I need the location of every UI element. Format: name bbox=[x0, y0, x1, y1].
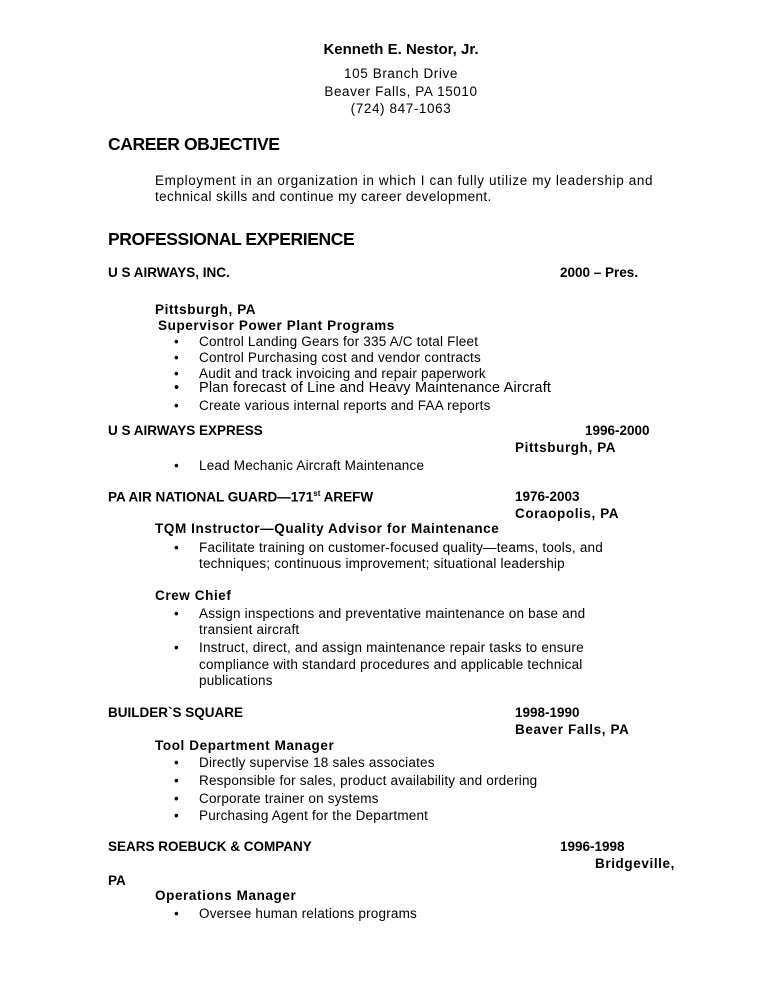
company-us-airways: U S AIRWAYS, INC. bbox=[108, 265, 230, 280]
location-sears-state: PA bbox=[108, 873, 126, 888]
company-builders-square: BUILDER`S SQUARE bbox=[108, 705, 244, 720]
bullet-icon: • bbox=[174, 398, 179, 413]
bullet-icon: • bbox=[174, 791, 179, 806]
company-us-airways-express: U S AIRWAYS EXPRESS bbox=[108, 423, 263, 438]
title-operations-manager: Operations Manager bbox=[155, 888, 297, 903]
list-item-continuation: publications bbox=[199, 673, 273, 688]
section-heading-experience: PROFESSIONAL EXPERIENCE bbox=[108, 229, 355, 249]
bullet-icon: • bbox=[174, 808, 179, 823]
address-line-1: 105 Branch Drive bbox=[344, 66, 458, 81]
location-air-national-guard: Coraopolis, PA bbox=[515, 506, 620, 521]
section-heading-objective: CAREER OBJECTIVE bbox=[108, 134, 280, 154]
company-air-national-guard: PA AIR NATIONAL GUARD—171st AREFW bbox=[108, 489, 374, 505]
list-item-continuation: techniques; continuous improvement; situational leadership bbox=[199, 556, 565, 571]
bullet-icon: • bbox=[174, 350, 179, 365]
bullet-icon: • bbox=[174, 755, 179, 770]
location-builders-square: Beaver Falls, PA bbox=[515, 722, 630, 737]
bullet-icon: • bbox=[174, 640, 179, 655]
location-us-airways: Pittsburgh, PA bbox=[155, 302, 257, 317]
objective-line-1: Employment in an organization in which I can fully utilize my leadership and bbox=[155, 173, 654, 188]
phone-number: (724) 847-1063 bbox=[350, 101, 452, 116]
company-sears: SEARS ROEBUCK & COMPANY bbox=[108, 839, 312, 854]
title-us-airways: Supervisor Power Plant Programs bbox=[158, 318, 395, 333]
location-us-airways-express: Pittsburgh, PA bbox=[515, 440, 617, 455]
list-item-continuation: compliance with standard procedures and applicable technical bbox=[199, 657, 583, 672]
bullet-icon: • bbox=[174, 906, 179, 921]
address-line-2: Beaver Falls, PA 15010 bbox=[324, 84, 478, 99]
candidate-name: Kenneth E. Nestor, Jr. bbox=[323, 41, 479, 58]
objective-line-2: technical skills and continue my career development. bbox=[155, 189, 492, 204]
dates-builders-square: 1998-1990 bbox=[515, 705, 580, 720]
bullet-icon: • bbox=[174, 540, 179, 555]
bullet-icon: • bbox=[174, 606, 179, 621]
dates-us-airways-express: 1996-2000 bbox=[585, 423, 650, 438]
bullet-icon: • bbox=[174, 366, 179, 381]
dates-us-airways: 2000 – Pres. bbox=[560, 265, 639, 280]
location-sears: Bridgeville, bbox=[595, 856, 675, 871]
dates-sears: 1996-1998 bbox=[560, 839, 625, 854]
bullet-icon: • bbox=[174, 458, 179, 473]
title-tqm-instructor: TQM Instructor—Quality Advisor for Maintenance bbox=[155, 521, 500, 536]
title-crew-chief: Crew Chief bbox=[155, 588, 232, 603]
list-item-continuation: transient aircraft bbox=[199, 622, 300, 637]
bullet-icon: • bbox=[174, 380, 180, 396]
dates-air-national-guard: 1976-2003 bbox=[515, 489, 580, 504]
bullet-icon: • bbox=[174, 334, 179, 349]
bullet-icon: • bbox=[174, 773, 179, 788]
title-tool-department: Tool Department Manager bbox=[155, 738, 335, 753]
